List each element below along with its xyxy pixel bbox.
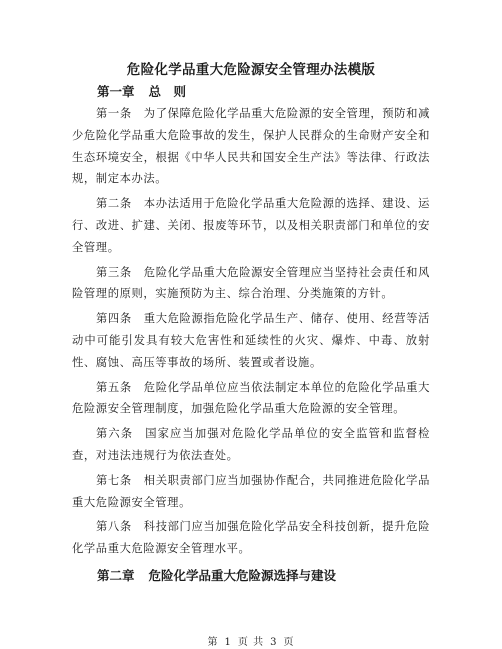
chapter-1-heading — [72, 82, 430, 102]
footer-prefix: 第 — [207, 637, 219, 648]
article-number: 第四条 — [96, 312, 132, 326]
footer-total-pages: 3 — [270, 637, 278, 648]
article-text: 危险化学品重大危险源安全管理应当坚持社会责任和风险管理的原则，实施预防为主、综合治理、分类施策的方针。 — [72, 265, 430, 301]
article-text: 重大危险源指危险化学品生产、储存、使用、经营等活动中可能引发具有较大危害性和延续性的火灾、爆炸、中毒、放射性、腐蚀、高压等事故的场所、装置或者设施。 — [72, 312, 430, 369]
document-title: 危险化学品重大危险源安全管理办法模版 — [126, 62, 376, 78]
chapter-2-title: 危险化学品重大危险源选择与建设 — [148, 567, 337, 583]
article-text: 为了保障危险化学品重大危险源的安全管理，预防和减少危险化学品重大危险事故的发生，保护人民群众的生命财产安全和生态环境安全，根据《中华人民共和国安全生产法》等法律、行政法规，制定本办法。 — [72, 107, 430, 186]
article-text: 国家应当加强对危险化学品单位的安全监管和监督检查，对违法违规行为依法查处。 — [72, 427, 430, 462]
article-text: 本办法适用于危险化学品重大危险源的选择、建设、运行、改进、扩建、关闭、报废等环节，以及相关职责部门和单位的安全管理。 — [72, 197, 430, 254]
footer-middle: 页 共 — [237, 637, 265, 648]
article-8 — [72, 516, 430, 560]
article-6 — [72, 423, 430, 467]
article-text: 相关职责部门应当加强协作配合，共同推进危险化学品重大危险源安全管理。 — [72, 473, 430, 509]
article-number: 第二条 — [96, 197, 132, 211]
article-number: 第一条 — [96, 107, 132, 120]
page-footer — [0, 633, 502, 648]
article-number: 第六条 — [96, 427, 134, 441]
document-body — [72, 82, 430, 587]
article-4 — [72, 308, 430, 373]
article-number: 第八条 — [96, 520, 132, 534]
article-1 — [72, 103, 430, 190]
article-2 — [72, 193, 430, 258]
article-text: 危险化学品单位应当依法制定本单位的危险化学品重大危险源安全管理制度，加强危险化学品重大危险源的安全管理。 — [72, 380, 430, 416]
footer-suffix: 页 — [283, 637, 295, 648]
article-5 — [72, 377, 430, 421]
chapter-2-heading — [72, 566, 430, 586]
article-7 — [72, 470, 430, 514]
article-number: 第五条 — [96, 380, 132, 394]
chapter-2-number: 第二章 — [97, 567, 135, 583]
article-3 — [72, 262, 430, 306]
article-number: 第三条 — [96, 265, 132, 279]
article-number: 第七条 — [96, 473, 132, 487]
article-text: 科技部门应当加强危险化学品安全科技创新，提升危险化学品重大危险源安全管理水平。 — [72, 520, 430, 556]
chapter-1-number: 第一章 — [97, 84, 135, 99]
footer-page-number: 1 — [224, 637, 232, 648]
chapter-1-title: 总 则 — [148, 84, 187, 99]
